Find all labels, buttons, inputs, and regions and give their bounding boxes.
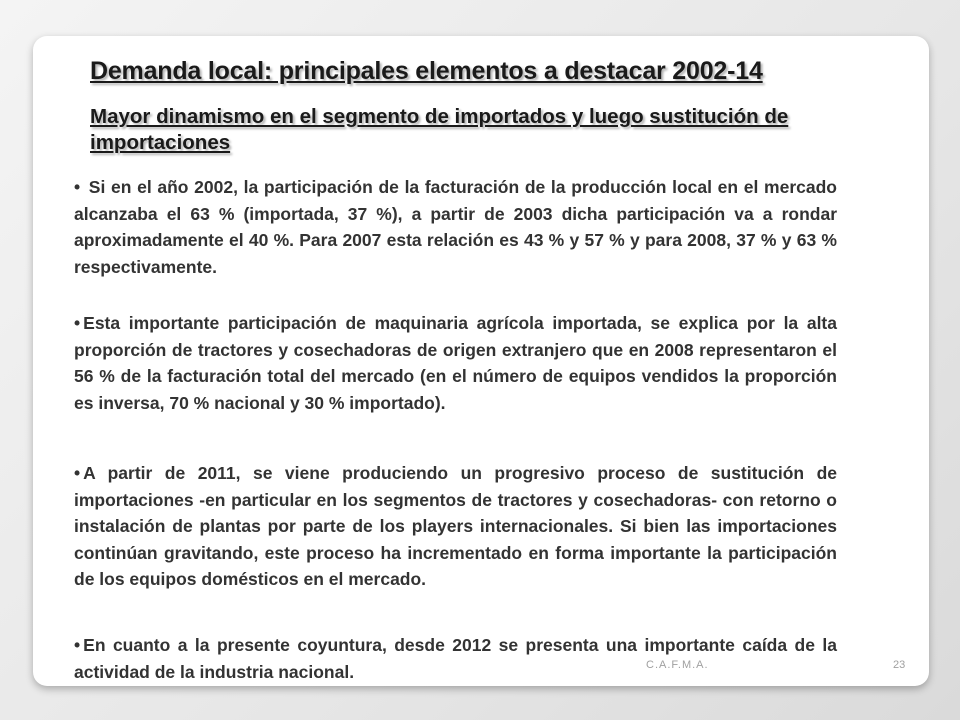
paragraph-3 (74, 460, 837, 593)
bullet-icon: • (74, 313, 81, 333)
paragraph-2-text: Esta importante participación de maquinaria agrícola importada, se explica por la alta proporción de tractores y cosechadoras de origen extranjero que en 2008 representaron el 56 % de la facturación total del mercado (en el número de equipos vendidos la proporción es inversa, 70 % nacional y 30 % importado). (74, 313, 837, 413)
slide-title: Demanda local: principales elementos a destacar 2002-14 (90, 57, 763, 85)
page-number: 23 (893, 659, 906, 671)
slide-subtitle: Mayor dinamismo en el segmento de importados y luego sustitución de importaciones (90, 105, 789, 154)
bullet-icon: • (74, 177, 81, 197)
paragraph-1-text: Si en el año 2002, la participación de la facturación de la producción local en el mercado alcanzaba el 63 % (importada, 37 %), a partir de 2003 dicha participación va a rondar aproximadamente el 40 %. Para 2007 esta relación es 43 % y 57 % y para 2008, 37 % y 63 % respectivamente. (74, 177, 837, 277)
paragraph-3-text: A partir de 2011, se viene produciendo un progresivo proceso de sustitución de importaciones -en particular en los segmentos de tractores y cosechadoras- con retorno o instalación de plantas por parte de los players internacionales. Si bien las importaciones continúan gravitando, este proceso ha incrementado en forma importante la participación de los equipos domésticos en el mercado. (74, 463, 837, 589)
paragraph-2 (74, 310, 837, 416)
bullet-icon: • (74, 635, 81, 655)
footer-organization: C.A.F.M.A. (646, 659, 709, 671)
paragraph-1 (74, 174, 837, 280)
bullet-icon: • (74, 463, 81, 483)
paragraph-4-text: En cuanto a la presente coyuntura, desde 2012 se presenta una importante caída de la actividad de la industria nacional. (74, 635, 837, 682)
paragraph-4 (74, 632, 837, 685)
